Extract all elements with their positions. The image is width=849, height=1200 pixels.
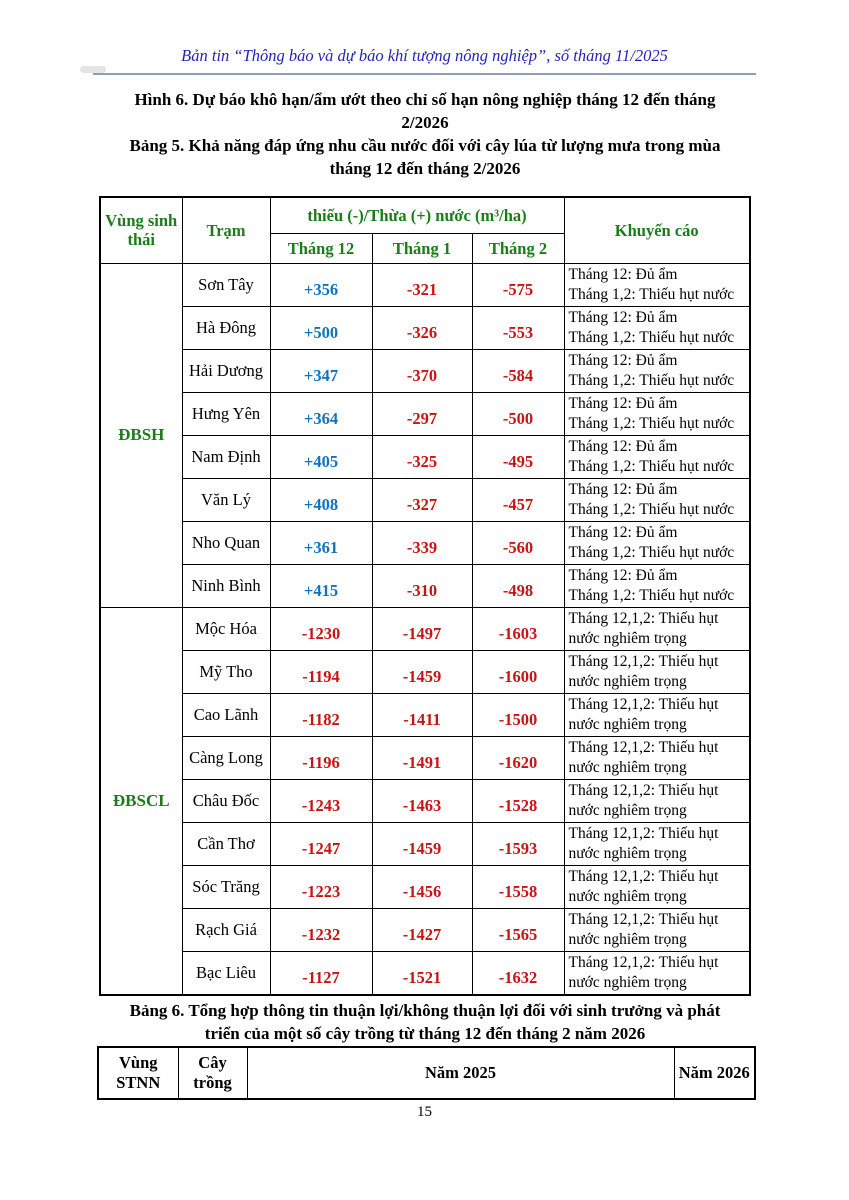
value-cell: -457 — [472, 478, 564, 521]
advice-line: nước nghiêm trọng — [568, 672, 687, 690]
value-cell: -1243 — [270, 779, 372, 822]
value-cell: -1632 — [472, 951, 564, 995]
value-cell: -326 — [372, 306, 472, 349]
value-cell: -1463 — [372, 779, 472, 822]
value-cell: -1528 — [472, 779, 564, 822]
advice-cell — [564, 822, 750, 865]
advice-line: Tháng 12: Đủ ẩm — [568, 523, 678, 541]
value-cell: +415 — [270, 564, 372, 607]
table-row — [100, 349, 750, 392]
figure6-caption-line2: 2/2026 — [401, 113, 449, 132]
station-cell: Cần Thơ — [182, 822, 270, 865]
advice-line: Tháng 12: Đủ ẩm — [568, 480, 678, 498]
water-balance-table — [99, 196, 751, 996]
value-cell: -498 — [472, 564, 564, 607]
value-cell: -1411 — [372, 693, 472, 736]
value-cell: -1427 — [372, 908, 472, 951]
station-cell: Sơn Tây — [182, 263, 270, 306]
journal-header: Bản tin “Thông báo và dự báo khí tượng nông nghiệp”, số tháng 11/2025 — [181, 46, 668, 65]
table-row — [100, 521, 750, 564]
station-cell: Châu Đốc — [182, 779, 270, 822]
value-cell: -1620 — [472, 736, 564, 779]
value-cell: +356 — [270, 263, 372, 306]
table6-header-cell: Năm 2026 — [674, 1047, 755, 1099]
advice-line: Tháng 12,1,2: Thiếu hụt — [568, 738, 719, 756]
station-cell: Ninh Bình — [182, 564, 270, 607]
advice-line: Tháng 12: Đủ ẩm — [568, 308, 678, 326]
table-row — [100, 607, 750, 650]
table-row — [100, 736, 750, 779]
value-cell: -1459 — [372, 822, 472, 865]
station-cell: Bạc Liêu — [182, 951, 270, 995]
value-cell: -1230 — [270, 607, 372, 650]
table6-header-row — [98, 1047, 755, 1099]
value-cell: -321 — [372, 263, 472, 306]
value-cell: -1196 — [270, 736, 372, 779]
advice-cell — [564, 951, 750, 995]
value-cell: -310 — [372, 564, 472, 607]
value-cell: +364 — [270, 392, 372, 435]
advice-line: Tháng 12: Đủ ẩm — [568, 566, 678, 584]
region-cell: ĐBSCL — [100, 607, 182, 995]
advice-line: Tháng 12,1,2: Thiếu hụt — [568, 824, 719, 842]
advice-line: Tháng 1,2: Thiếu hụt nước — [568, 371, 735, 389]
table6-caption-line1: Bảng 6. Tổng hợp thông tin thuận lợi/không thuận lợi đối với sinh trưởng và phát — [129, 1001, 721, 1020]
station-cell: Mỹ Tho — [182, 650, 270, 693]
advice-line: Tháng 12: Đủ ẩm — [568, 437, 678, 455]
table-row — [100, 306, 750, 349]
advice-line: nước nghiêm trọng — [568, 844, 687, 862]
advice-line: nước nghiêm trọng — [568, 629, 687, 647]
advice-line: nước nghiêm trọng — [568, 715, 687, 733]
advice-line: nước nghiêm trọng — [568, 801, 687, 819]
advice-cell — [564, 865, 750, 908]
advice-line: Tháng 1,2: Thiếu hụt nước — [568, 500, 735, 518]
table-row — [100, 435, 750, 478]
table5-caption-line2: tháng 12 đến tháng 2/2026 — [329, 159, 521, 178]
table6-header-cell: Cây trồng — [178, 1047, 247, 1099]
advice-cell — [564, 607, 750, 650]
advice-cell — [564, 908, 750, 951]
value-cell: -495 — [472, 435, 564, 478]
value-cell: -1593 — [472, 822, 564, 865]
month-header-cell: Tháng 2 — [472, 233, 564, 263]
page-number: 15 — [417, 1104, 432, 1120]
advice-cell — [564, 435, 750, 478]
value-cell: +405 — [270, 435, 372, 478]
advice-cell — [564, 521, 750, 564]
station-cell: Nam Định — [182, 435, 270, 478]
table-row — [100, 650, 750, 693]
advice-cell — [564, 779, 750, 822]
value-cell: -1500 — [472, 693, 564, 736]
station-cell: Mộc Hóa — [182, 607, 270, 650]
value-cell: -1497 — [372, 607, 472, 650]
advice-line: Tháng 1,2: Thiếu hụt nước — [568, 285, 735, 303]
advice-line: Tháng 12,1,2: Thiếu hụt — [568, 781, 719, 799]
advice-line: nước nghiêm trọng — [568, 973, 687, 991]
value-cell: -1247 — [270, 822, 372, 865]
value-cell: -1456 — [372, 865, 472, 908]
table6-caption-line2: triển của một số cây trồng từ tháng 12 đến tháng 2 năm 2026 — [204, 1024, 646, 1043]
figure6-caption — [95, 88, 755, 134]
advice-line: Tháng 12,1,2: Thiếu hụt — [568, 609, 719, 627]
value-cell: -327 — [372, 478, 472, 521]
region-header-cell: Vùng sinh thái — [100, 197, 182, 263]
station-cell: Văn Lý — [182, 478, 270, 521]
station-cell: Sóc Trăng — [182, 865, 270, 908]
advice-cell — [564, 564, 750, 607]
value-cell: +408 — [270, 478, 372, 521]
table-row — [100, 564, 750, 607]
advice-header-cell: Khuyến cáo — [564, 197, 750, 263]
station-header-cell: Trạm — [182, 197, 270, 263]
advice-line: Tháng 12,1,2: Thiếu hụt — [568, 953, 719, 971]
value-cell: -1127 — [270, 951, 372, 995]
captions-block — [95, 88, 755, 180]
advice-line: nước nghiêm trọng — [568, 758, 687, 776]
table-row — [100, 951, 750, 995]
value-cell: -339 — [372, 521, 472, 564]
advice-cell — [564, 650, 750, 693]
advice-line: Tháng 12: Đủ ẩm — [568, 351, 678, 369]
advice-line: Tháng 12: Đủ ẩm — [568, 394, 678, 412]
advice-cell — [564, 693, 750, 736]
table-header-row — [100, 197, 750, 233]
value-cell: -560 — [472, 521, 564, 564]
value-cell: -1194 — [270, 650, 372, 693]
advice-cell — [564, 736, 750, 779]
value-cell: -1565 — [472, 908, 564, 951]
value-cell: -1558 — [472, 865, 564, 908]
station-cell: Hưng Yên — [182, 392, 270, 435]
table-row — [100, 779, 750, 822]
table6-header-cell: Vùng STNN — [98, 1047, 178, 1099]
advice-cell — [564, 263, 750, 306]
table-row — [100, 865, 750, 908]
value-cell: -370 — [372, 349, 472, 392]
value-cell: -1232 — [270, 908, 372, 951]
crops-summary-table — [97, 1046, 756, 1100]
value-cell: -584 — [472, 349, 564, 392]
table-row — [100, 822, 750, 865]
table6-header-cell: Năm 2025 — [247, 1047, 674, 1099]
advice-line: Tháng 12,1,2: Thiếu hụt — [568, 910, 719, 928]
value-cell: -1491 — [372, 736, 472, 779]
table-row — [100, 478, 750, 521]
figure6-caption-line1: Hình 6. Dự báo khô hạn/ẩm ướt theo chỉ số hạn nông nghiệp tháng 12 đến tháng — [134, 90, 716, 109]
station-cell: Nho Quan — [182, 521, 270, 564]
table6-caption — [95, 999, 755, 1045]
station-cell: Hải Dương — [182, 349, 270, 392]
advice-line: Tháng 1,2: Thiếu hụt nước — [568, 328, 735, 346]
table-row — [100, 908, 750, 951]
advice-line: Tháng 12,1,2: Thiếu hụt — [568, 867, 719, 885]
advice-line: Tháng 12,1,2: Thiếu hụt — [568, 652, 719, 670]
advice-line: Tháng 12,1,2: Thiếu hụt — [568, 695, 719, 713]
advice-line: Tháng 1,2: Thiếu hụt nước — [568, 543, 735, 561]
month-header-cell: Tháng 12 — [270, 233, 372, 263]
station-cell: Rạch Giá — [182, 908, 270, 951]
value-cell: +500 — [270, 306, 372, 349]
scan-artifact — [80, 66, 106, 73]
advice-line: Tháng 1,2: Thiếu hụt nước — [568, 414, 735, 432]
value-cell: +361 — [270, 521, 372, 564]
station-cell: Hà Đông — [182, 306, 270, 349]
advice-cell — [564, 349, 750, 392]
table5-caption-line1: Bảng 5. Khả năng đáp ứng nhu cầu nước đối với cây lúa từ lượng mưa trong mùa — [129, 136, 721, 155]
table5-caption — [95, 134, 755, 180]
water-balance-header-cell: thiếu (-)/Thừa (+) nước (m³/ha) — [270, 197, 564, 233]
advice-cell — [564, 478, 750, 521]
header-rule — [93, 73, 756, 75]
table-row — [100, 392, 750, 435]
advice-line: Tháng 1,2: Thiếu hụt nước — [568, 586, 735, 604]
advice-cell — [564, 392, 750, 435]
station-cell: Càng Long — [182, 736, 270, 779]
value-cell: -553 — [472, 306, 564, 349]
table-row — [100, 263, 750, 306]
month-header-cell: Tháng 1 — [372, 233, 472, 263]
value-cell: -1600 — [472, 650, 564, 693]
table-row — [100, 693, 750, 736]
value-cell: -1521 — [372, 951, 472, 995]
value-cell: -1223 — [270, 865, 372, 908]
advice-line: nước nghiêm trọng — [568, 930, 687, 948]
value-cell: -500 — [472, 392, 564, 435]
advice-line: Tháng 1,2: Thiếu hụt nước — [568, 457, 735, 475]
advice-cell — [564, 306, 750, 349]
station-cell: Cao Lãnh — [182, 693, 270, 736]
value-cell: -325 — [372, 435, 472, 478]
region-cell: ĐBSH — [100, 263, 182, 607]
value-cell: -1603 — [472, 607, 564, 650]
value-cell: -1182 — [270, 693, 372, 736]
value-cell: -1459 — [372, 650, 472, 693]
advice-line: nước nghiêm trọng — [568, 887, 687, 905]
value-cell: -575 — [472, 263, 564, 306]
value-cell: -297 — [372, 392, 472, 435]
advice-line: Tháng 12: Đủ ẩm — [568, 265, 678, 283]
value-cell: +347 — [270, 349, 372, 392]
